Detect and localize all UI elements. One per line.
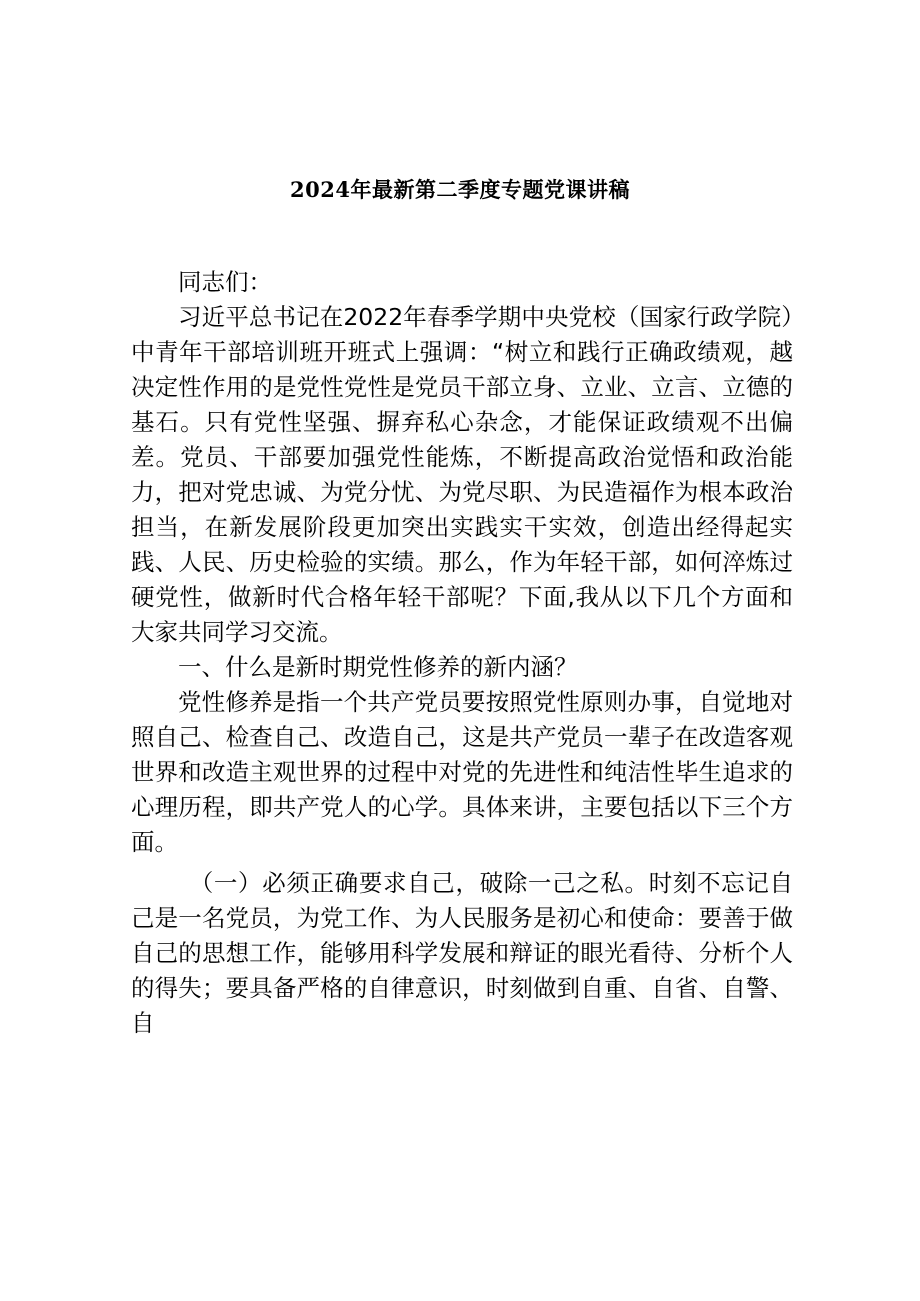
paragraph-intro: 习近平总书记在2022年春季学期中央党校（国家行政学院）中青年干部培训班开班式上强调：“树立和践行正确政绩观，越决定性作用的是党性党性是党员干部立身、立业、立言、立德的基石。只有党性坚强、摒弃私心杂念，才能保证政绩观不出偏差。党员、干部要加强党性能炼，不断提高政治觉悟和政治能力，把对党忠诚、为党分忧、为党尽职、为民造福作为根本政治担当，在新发展阶段更加突出实践实干实效，创造出经得起实践、人民、历史检验的实绩。那么，作为年轻干部，如何淬炼过硬党性，做新时代合格年轻干部呢？下面,我从以下几个方面和大家共同学习交流。 [131, 303, 793, 646]
salutation: 同志们： [178, 268, 272, 296]
document-title: 2024年最新第二季度专题党课讲稿 [290, 177, 630, 202]
paragraph-definition: 党性修养是指一个共产党员要按照党性原则办事，自觉地对照自己、检查自己、改造自己，这是共产党员一辈子在改造客观世界和改造主观世界的过程中对党的先进性和纯洁性毕生追求的心理历程，即共产党人的心学。具体来讲，主要包括以下三个方面。 [131, 688, 793, 856]
document-body [131, 265, 793, 1041]
section-heading-one: 一、什么是新时期党性修养的新内涵？ [178, 653, 578, 681]
paragraph-point-one: （一）必须正确要求自己，破除一己之私。时刻不忘记自己是一名党员，为党工作、为人民服务是初心和使命：要善于做自己的思想工作，能够用科学发展和辩证的眼光看待、分析个人的得失；要具备严格的自律意识，时刻做到自重、自省、自警、自 [131, 869, 793, 1037]
